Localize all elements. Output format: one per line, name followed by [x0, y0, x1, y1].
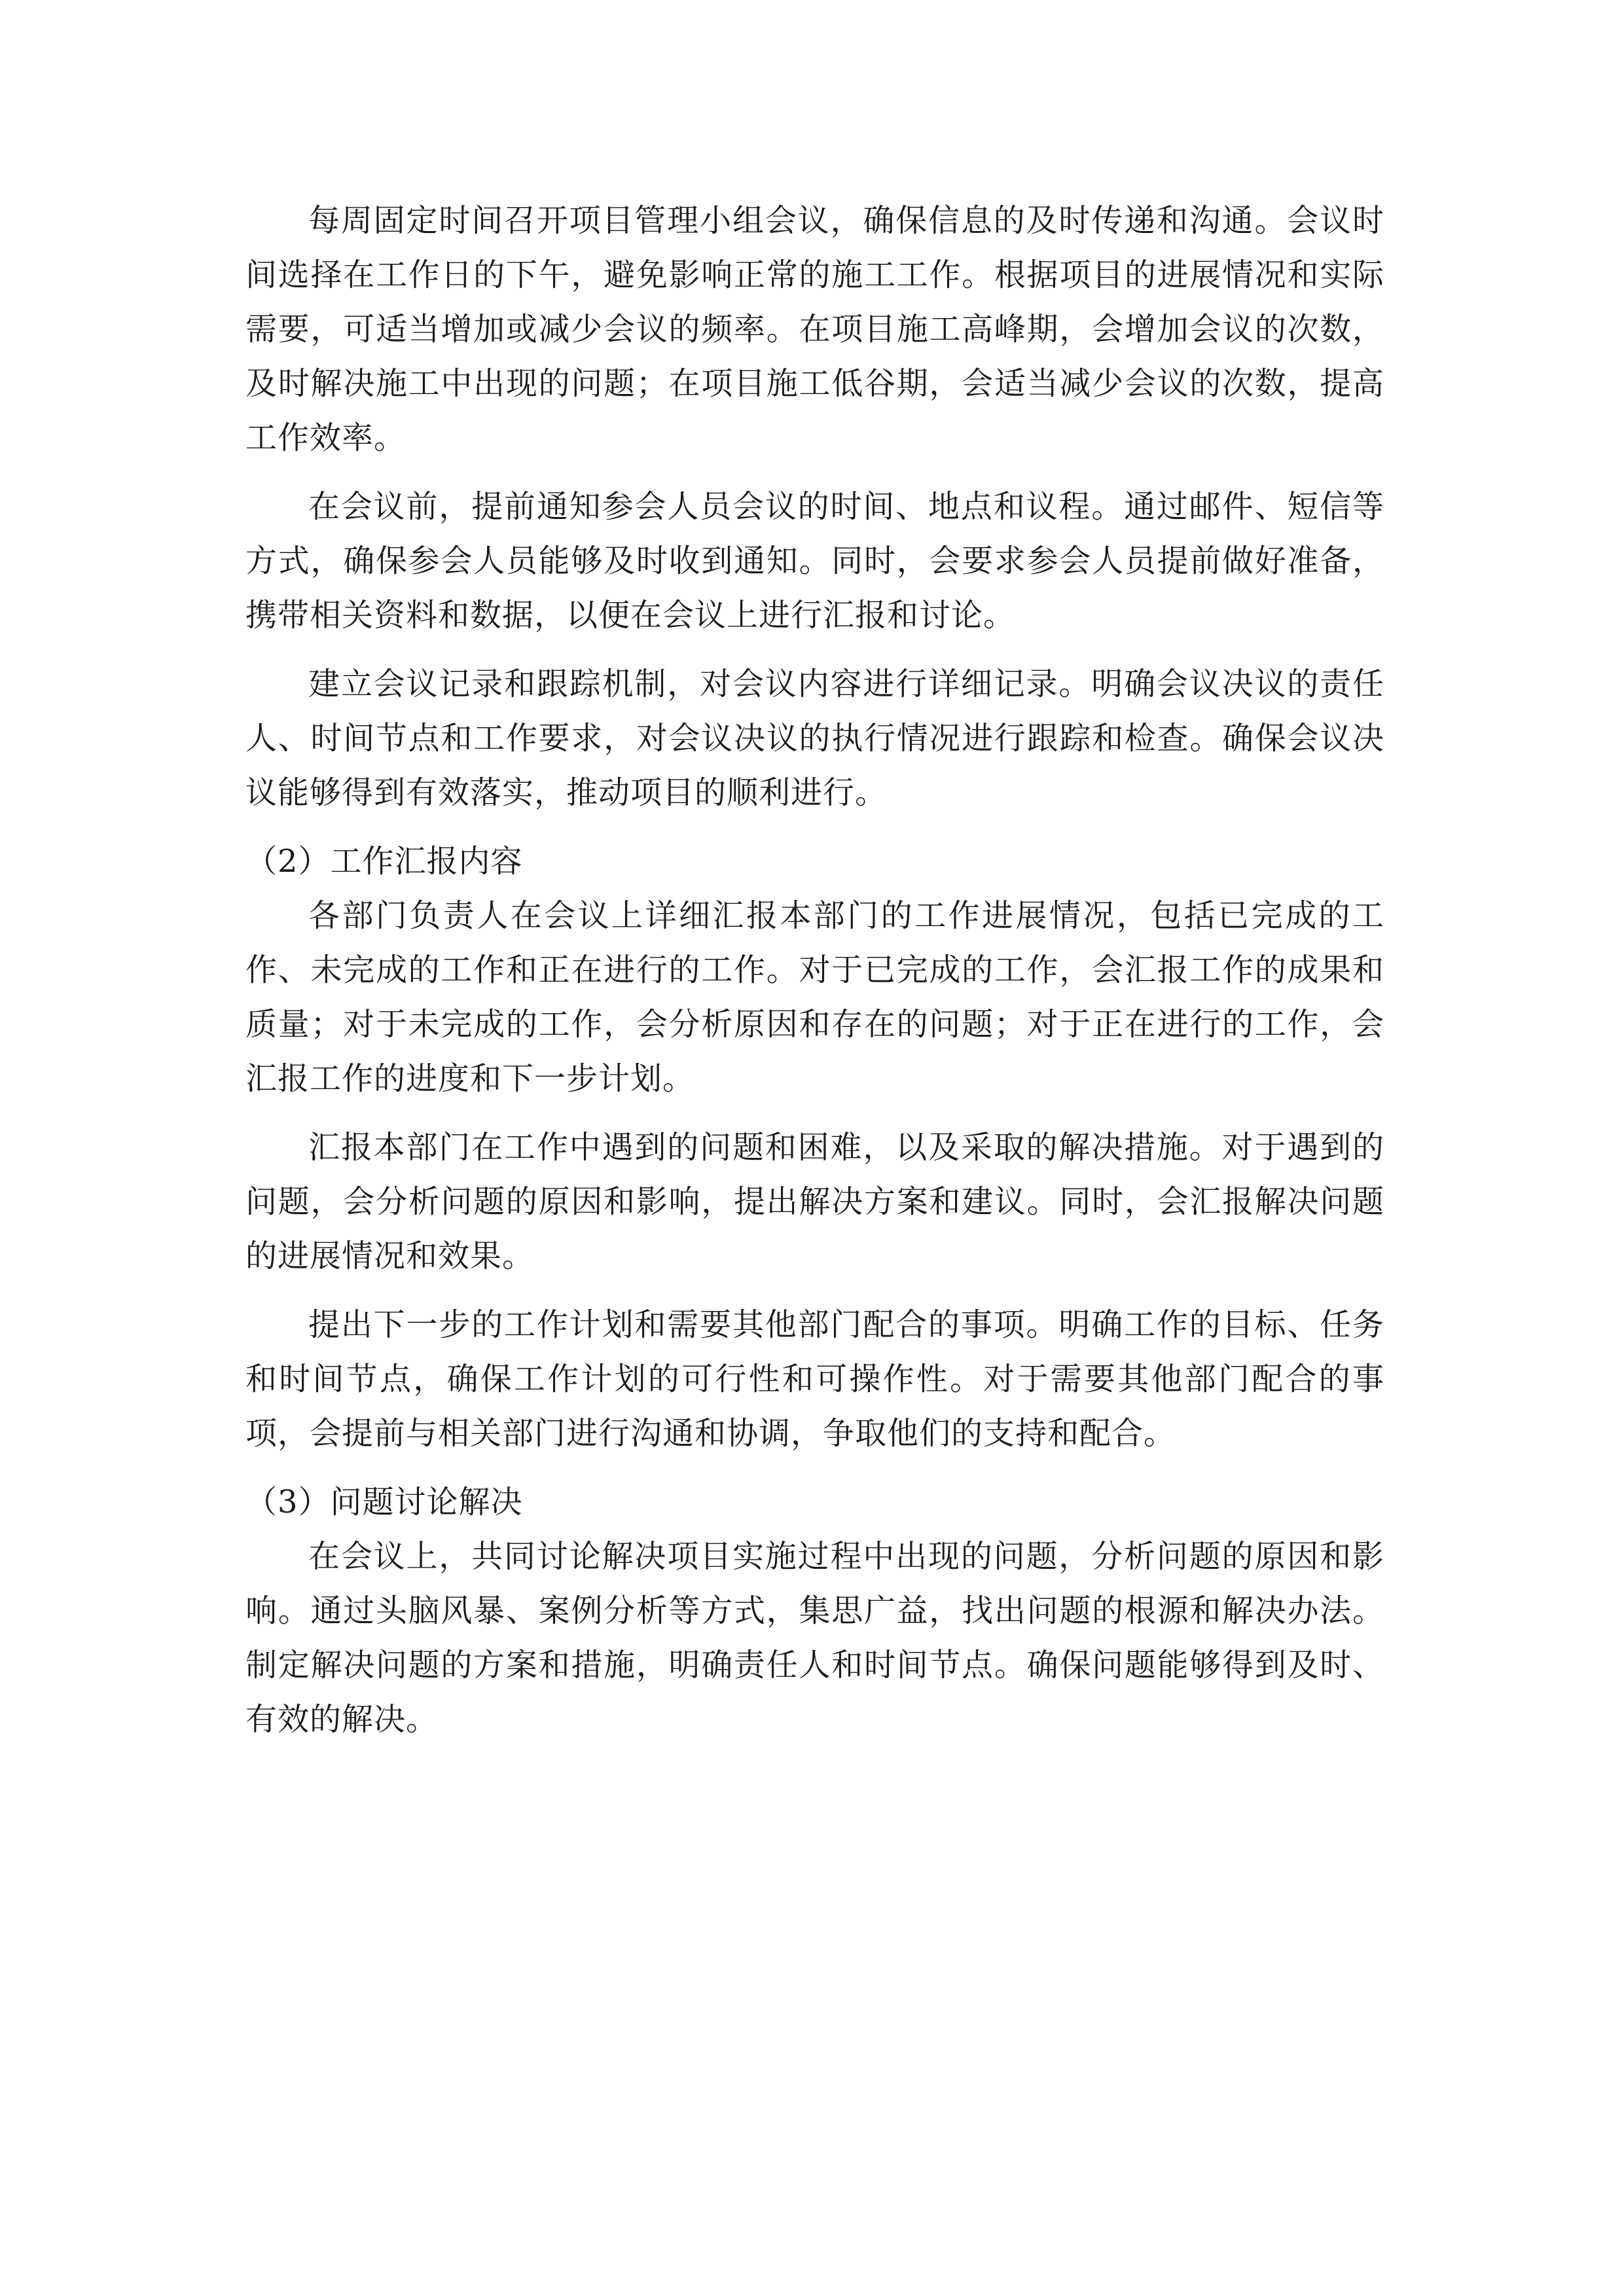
paragraph: 在会议前，提前通知参会人员会议的时间、地点和议程。通过邮件、短信等方式，确保参会人员能够及时收到通知。同时，会要求参会人员提前做好准备，携带相关资料和数据，以便在会议上进行汇报和讨论。 — [245, 488, 1384, 634]
section-heading: （3）问题讨论解决 — [245, 1484, 523, 1520]
paragraph: 建立会议记录和跟踪机制，对会议内容进行详细记录。明确会议决议的责任人、时间节点和工作要求，对会议决议的执行情况进行跟踪和检查。确保会议决议能够得到有效落实，推动项目的顺利进行。 — [245, 666, 1384, 811]
paragraph: 提出下一步的工作计划和需要其他部门配合的事项。明确工作的目标、任务和时间节点，确保工作计划的可行性和可操作性。对于需要其他部门配合的事项，会提前与相关部门进行沟通和协调，争取他们的支持和配合。 — [245, 1306, 1384, 1452]
paragraph: 每周固定时间召开项目管理小组会议，确保信息的及时传递和沟通。会议时间选择在工作日的下午，避免影响正常的施工工作。根据项目的进展情况和实际需要，可适当增加或减少会议的频率。在项目施工高峰期，会增加会议的次数，及时解决施工中出现的问题；在项目施工低谷期，会适当减少会议的次数，提高工作效率。 — [245, 202, 1384, 456]
section-heading: （2）工作汇报内容 — [245, 843, 523, 880]
paragraph: 在会议上，共同讨论解决项目实施过程中出现的问题，分析问题的原因和影响。通过头脑风暴、案例分析等方式，集思广益，找出问题的根源和解决办法。制定解决问题的方案和措施，明确责任人和时间节点。确保问题能够得到及时、有效的解决。 — [245, 1538, 1384, 1738]
document-body — [245, 194, 1384, 1761]
paragraph: 汇报本部门在工作中遇到的问题和困难，以及采取的解决措施。对于遇到的问题，会分析问题的原因和影响，提出解决方案和建议。同时，会汇报解决问题的进展情况和效果。 — [245, 1129, 1384, 1274]
paragraph: 各部门负责人在会议上详细汇报本部门的工作进展情况，包括已完成的工作、未完成的工作和正在进行的工作。对于已完成的工作，会汇报工作的成果和质量；对于未完成的工作，会分析原因和存在的问题；对于正在进行的工作，会汇报工作的进度和下一步计划。 — [245, 897, 1384, 1097]
